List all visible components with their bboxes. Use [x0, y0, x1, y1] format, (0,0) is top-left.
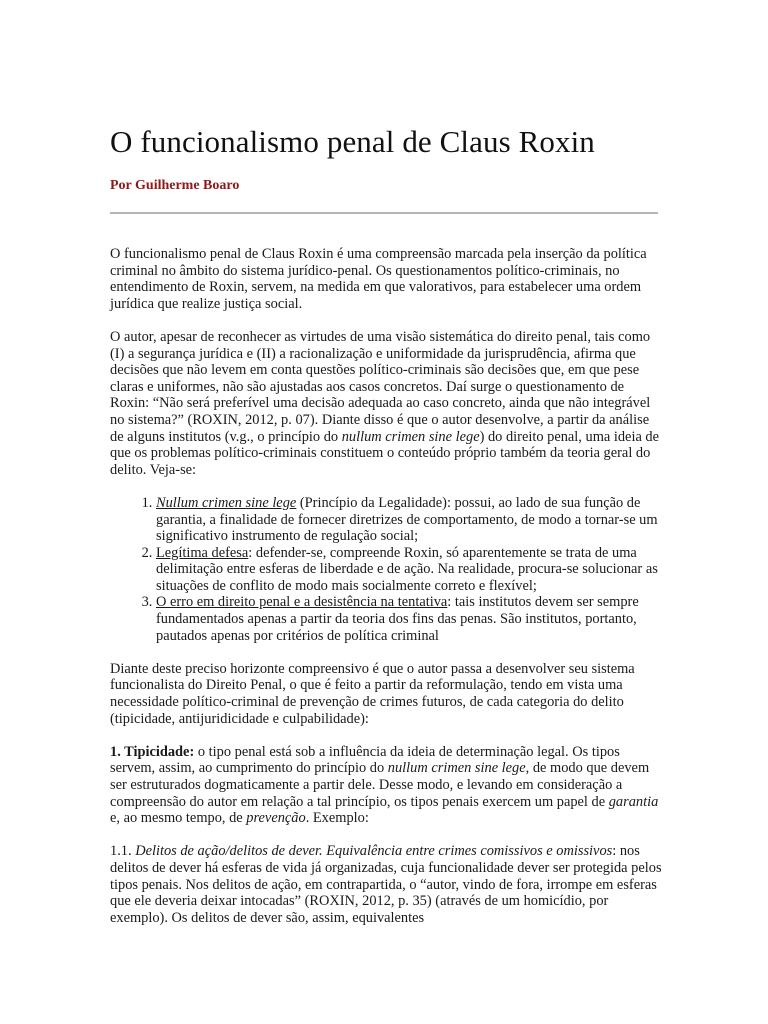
subsection-number: 1.1.	[110, 843, 136, 860]
paragraph-text: O autor, apesar de reconhecer as virtudes de uma visão sistemática do direito penal, tais como (I) a segurança jurídica e (II) a racionalização e uniformidade da jurisprudência, afirma que decisões que não levem em conta questões político-criminais são decisões que, em que pese claras e uniformes, não são ajustadas aos casos concretos. Daí surge o questionamento de Roxin: “Não será preferível uma decisão adequada ao caso concreto, ainda que não integrável no sistema?” (ROXIN, 2012, p. 07). Diante disso é que o autor desenvolve, a partir da análise de alguns institutos (v.g., o princípio do	[110, 328, 651, 445]
italic-term: prevenção	[246, 810, 306, 827]
list-item	[156, 545, 662, 595]
author-byline: Por Guilherme Boaro	[110, 178, 240, 193]
list-item-text: (Princípio da Legalidade)	[296, 494, 447, 511]
paragraph-text: : nos delitos de dever há esferas de vida já organizadas, cuja funcionalidade dever ser protegida pelos tipos penais. Nos delitos de ação, em contrapartida, o “autor, vindo de fora, irrompe em esferas que ele deveria deixar intocadas” (ROXIN, 2012, p. 35) (através de um homicídio, por exemplo). Os delitos de dever são, assim, equivalentes	[110, 843, 662, 926]
paragraph-author-view	[110, 329, 662, 478]
paragraph-text: O funcionalismo penal de Claus Roxin é uma compreensão marcada pela inserção da política criminal no âmbito do sistema jurídico-penal. Os questionamentos político-criminais, no entendimento de Roxin, servem, na medida em que valorativos, para estabelecer uma ordem jurídica que realize justiça social.	[110, 246, 647, 312]
italic-term: garantia	[608, 793, 659, 810]
paragraph-text: ) do direito penal, uma ideia de que os problemas político-criminais constituem o conteúdo próprio também da teoria geral do delito. Veja-se:	[110, 428, 660, 478]
italic-term: nullum crimen sine lege	[341, 428, 480, 445]
paragraph-text: , de modo que devem ser estruturados dogmaticamente a partir dele. Desse modo, e levando em consideração a compreensão do autor em relação a tal princípio, os tipos penais exercem um papel de	[110, 760, 650, 810]
paragraph-text: . Exemplo:	[305, 810, 369, 827]
paragraph-intro	[110, 246, 662, 312]
list-item-term	[156, 495, 296, 511]
article-title: O funcionalismo penal de Claus Roxin	[110, 124, 595, 159]
paragraph-text: Diante deste preciso horizonte compreensivo é que o autor passa a desenvolver seu sistema funcionalista do Direito Penal, o que é feito a partir da reformulação, tendo em vista uma necessidade político-criminal de prevenção de crimes futuros, de cada categoria do delito (tipicidade, antijuridicidade e culpabilidade):	[110, 660, 635, 727]
paragraph-tipicidade	[110, 744, 662, 827]
subsection-title: Delitos de ação/delitos de dever. Equivalência entre crimes comissivos e omissivos	[135, 843, 613, 860]
article-body	[110, 246, 662, 943]
paragraph-subsection-1-1	[110, 843, 662, 926]
paragraph-horizon	[110, 661, 662, 727]
list-item	[156, 495, 662, 545]
list-item-term: Legítima defesa	[156, 544, 249, 561]
institutes-list	[110, 495, 662, 644]
section-heading: 1. Tipicidade:	[110, 743, 195, 760]
list-item-text: : defender-se, compreende Roxin, só aparentemente se trata de uma delimitação entre esferas de liberdade e de ação. Na realidade, procura-se solucionar as situações de conflito de modo mais socialmente correto e flexível;	[156, 544, 658, 594]
paragraph-text: o tipo penal está sob a influência da ideia de determinação legal. Os tipos servem, assim, ao cumprimento do princípio do	[110, 743, 620, 777]
list-item	[156, 594, 662, 644]
list-item-text: : tais institutos devem ser sempre fundamentados apenas a partir da teoria dos fins das penas. São institutos, portanto, pautados apenas por critérios de política criminal	[156, 594, 639, 644]
list-item-term: O erro em direito penal e a desistência na tentativa	[156, 594, 448, 611]
horizontal-divider	[110, 212, 658, 214]
paragraph-text: e, ao mesmo tempo, de	[110, 810, 247, 827]
italic-term: nullum crimen sine lege	[387, 760, 526, 777]
italic-term: Nullum crimen sine lege	[156, 494, 297, 511]
list-item-text: : possui, ao lado de sua função de garantia, a finalidade de fornecer diretrizes de comportamento, de modo a tornar-se um significativo instrumento de regulação social;	[156, 494, 658, 545]
